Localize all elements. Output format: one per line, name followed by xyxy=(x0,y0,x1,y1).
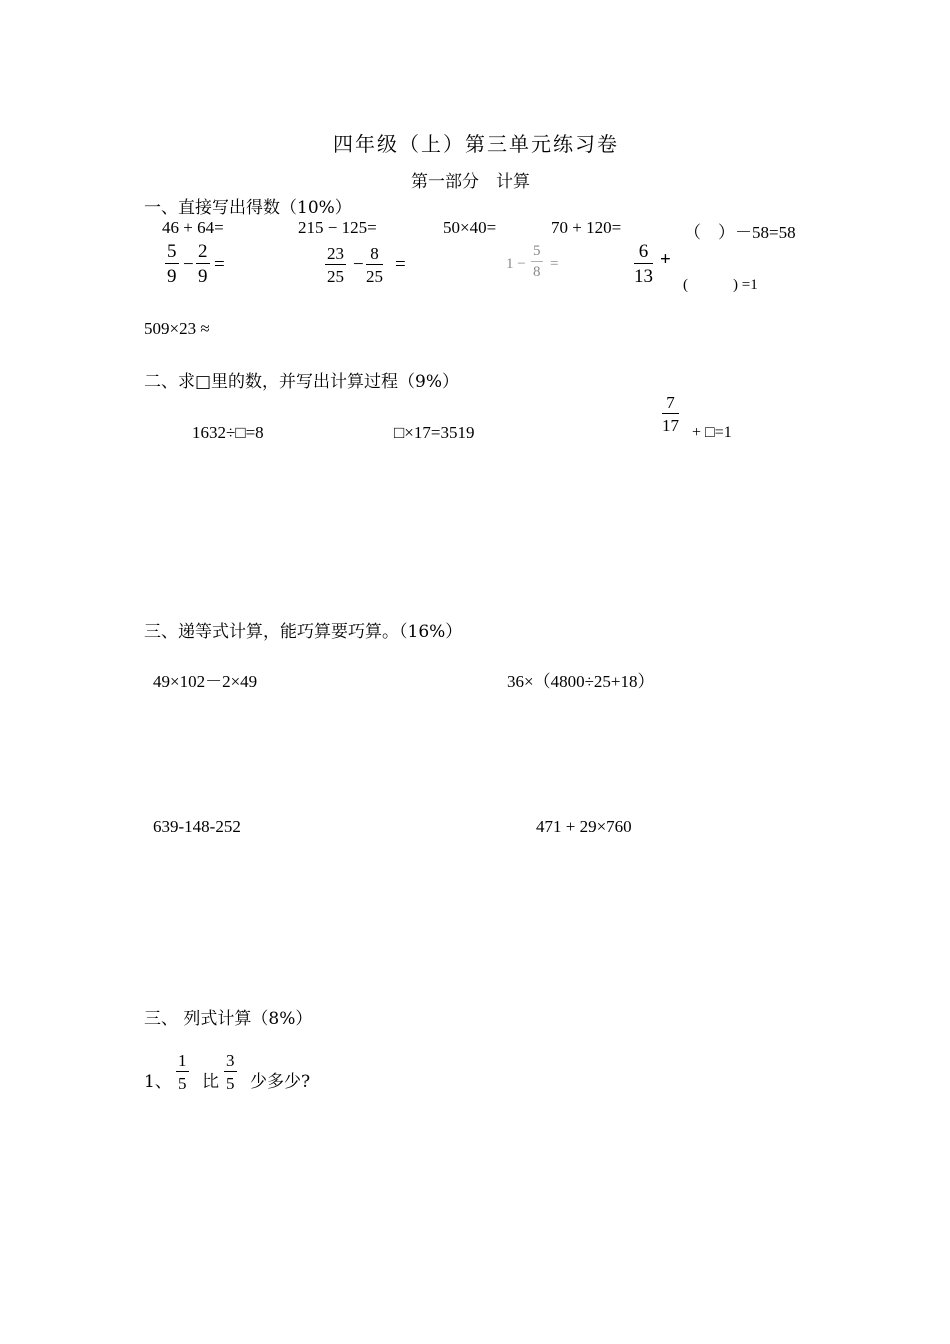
s1-item-3: 50×40= xyxy=(443,218,497,237)
s3-item-4: 471 + 29×760 xyxy=(536,817,632,836)
s1-item-4: 70 + 120= xyxy=(551,218,622,237)
s2-item-1: 1632÷□=8 xyxy=(192,423,264,442)
frac-b1: 23 25 xyxy=(327,244,344,286)
frac-a1: 5 9 xyxy=(167,241,177,287)
section4-heading: 三、 列式计算（8%） xyxy=(144,1009,313,1029)
section3-heading: 三、递等式计算，能巧算要巧算。（16%） xyxy=(144,622,463,642)
frac-b-op: − xyxy=(353,254,364,275)
frac-b-eq: = xyxy=(395,254,406,275)
frac-a2: 2 9 xyxy=(198,241,208,287)
section2-heading: 二、求□里的数，并写出计算过程（9%） xyxy=(144,372,460,392)
s2-frac: 7 17 xyxy=(662,393,679,435)
frac-c-lead: 1 − xyxy=(506,256,526,272)
frac-b2: 8 25 xyxy=(366,244,383,286)
s1-item-2: 215 − 125= xyxy=(298,218,377,237)
frac-a-eq: = xyxy=(214,254,225,275)
part-title: 第一部分 计算 xyxy=(411,172,530,192)
s4-q1-tail: 少多少? xyxy=(250,1072,311,1092)
frac-c: 5 8 xyxy=(533,243,541,280)
s4-q1-num: 1、 xyxy=(144,1072,172,1092)
s2-frac-tail: + □=1 xyxy=(692,424,732,441)
frac-d-op: + xyxy=(660,249,671,270)
s1-estimate: 509×23 ≈ xyxy=(144,319,210,338)
frac-c-eq: = xyxy=(550,256,559,272)
frac-d: 6 13 xyxy=(634,241,653,287)
s4-q1-frac1: 1 5 xyxy=(178,1051,187,1093)
s4-q1-mid: 比 xyxy=(202,1072,219,1092)
s3-item-1: 49×102－2×49 xyxy=(153,672,258,691)
s3-item-3: 639-148-252 xyxy=(153,817,241,836)
s4-q1-frac2: 3 5 xyxy=(226,1051,235,1093)
frac-a-op: − xyxy=(183,254,194,275)
page-title: 四年级（上）第三单元练习卷 xyxy=(333,132,619,156)
s3-item-2: 36×（4800÷25+18） xyxy=(507,672,655,691)
s2-item-2: □×17=3519 xyxy=(394,423,475,442)
s1-item-5: （ ）－58=58 xyxy=(684,223,796,242)
s1-item-1: 46 + 64= xyxy=(162,218,224,237)
frac-d-tail: ( ) =1 xyxy=(683,277,758,293)
section1-heading: 一、直接写出得数（10%） xyxy=(144,198,352,218)
